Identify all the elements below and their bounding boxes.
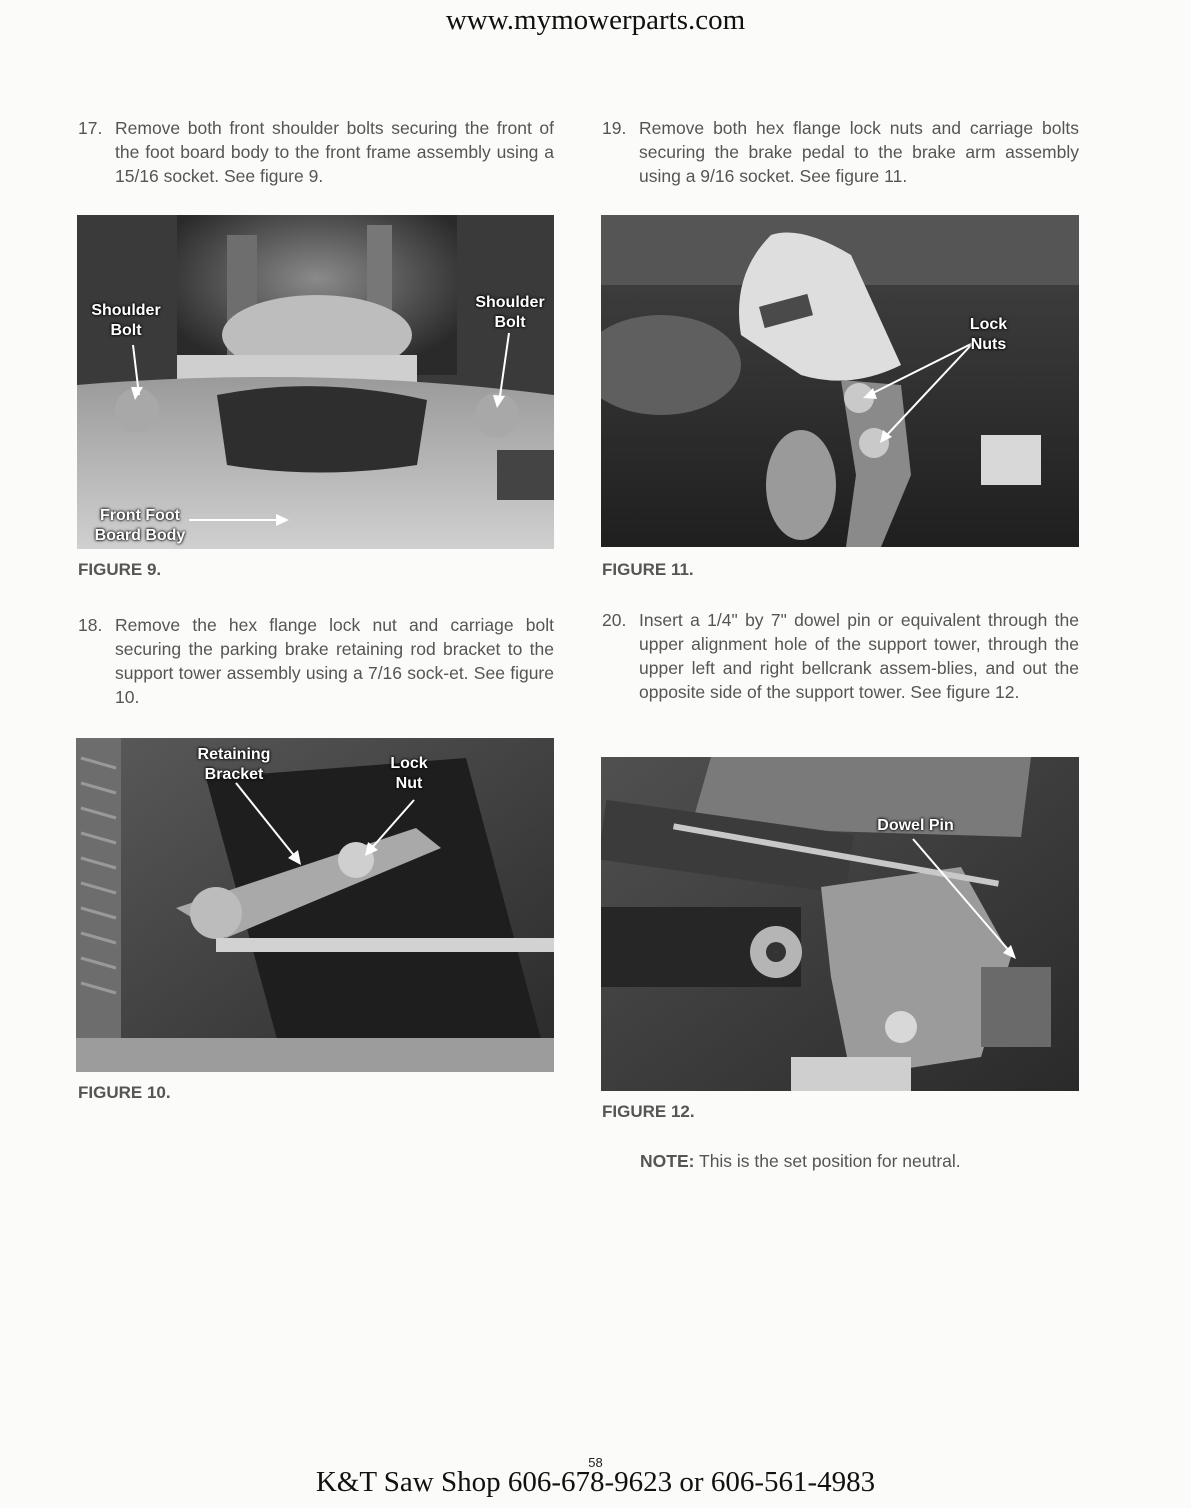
callout-lock-nuts: Lock Nuts <box>969 316 1008 353</box>
neutral-note <box>640 1151 961 1172</box>
step-number: 19. <box>602 118 627 138</box>
note-label: NOTE: <box>640 1151 695 1171</box>
callout-shoulder-bolt-left: Shoulder Bolt <box>91 302 161 339</box>
step-number: 17. <box>78 118 103 138</box>
header-url: www.mymowerparts.com <box>445 4 746 36</box>
step-20 <box>602 608 1079 704</box>
figure-11-caption: FIGURE 11. <box>602 560 694 579</box>
callout-front-foot-board-body: Front Foot Board Body <box>94 507 186 544</box>
figure-12-caption: FIGURE 12. <box>602 1102 695 1121</box>
figure-10-photo <box>76 738 554 1072</box>
figure-10-caption: FIGURE 10. <box>78 1083 171 1102</box>
callout-dowel-pin: Dowel Pin <box>877 817 954 834</box>
figure-9-photo <box>77 215 554 549</box>
page-number: 58 <box>588 1455 603 1470</box>
note-text: This is the set position for neutral. <box>699 1151 961 1171</box>
footer-contact: K&T Saw Shop 606-678-9623 or 606-561-4983 <box>315 1466 876 1498</box>
step-19 <box>602 116 1079 188</box>
callout-lock-nut: Lock Nut <box>390 755 428 792</box>
step-number: 20. <box>602 610 627 630</box>
step-text: Remove both front shoulder bolts securing the front of the foot board body to the front frame assembly using a 15/16 socket. See figure 9. <box>115 118 554 186</box>
step-text: Insert a 1/4" by 7" dowel pin or equivalent through the upper alignment hole of the support tower, through the upper left and right bellcrank assem-blies, and out the opposite side of the support tower. See figure 12. <box>639 610 1079 702</box>
step-18 <box>78 613 554 709</box>
figure-11-photo <box>601 215 1079 547</box>
figure-9-caption: FIGURE 9. <box>78 560 162 579</box>
callout-retaining-bracket: Retaining Bracket <box>197 746 271 783</box>
step-17 <box>78 116 554 188</box>
step-text: Remove both hex flange lock nuts and carriage bolts securing the brake pedal to the brake arm assembly using a 9/16 socket. See figure 11. <box>639 118 1079 186</box>
step-text: Remove the hex flange lock nut and carriage bolt securing the parking brake retaining rod bracket to the support tower assembly using a 7/16 sock-et. See figure 10. <box>115 615 554 707</box>
figure-12-photo <box>601 757 1079 1091</box>
step-number: 18. <box>78 615 103 635</box>
callout-shoulder-bolt-right: Shoulder Bolt <box>475 294 545 331</box>
